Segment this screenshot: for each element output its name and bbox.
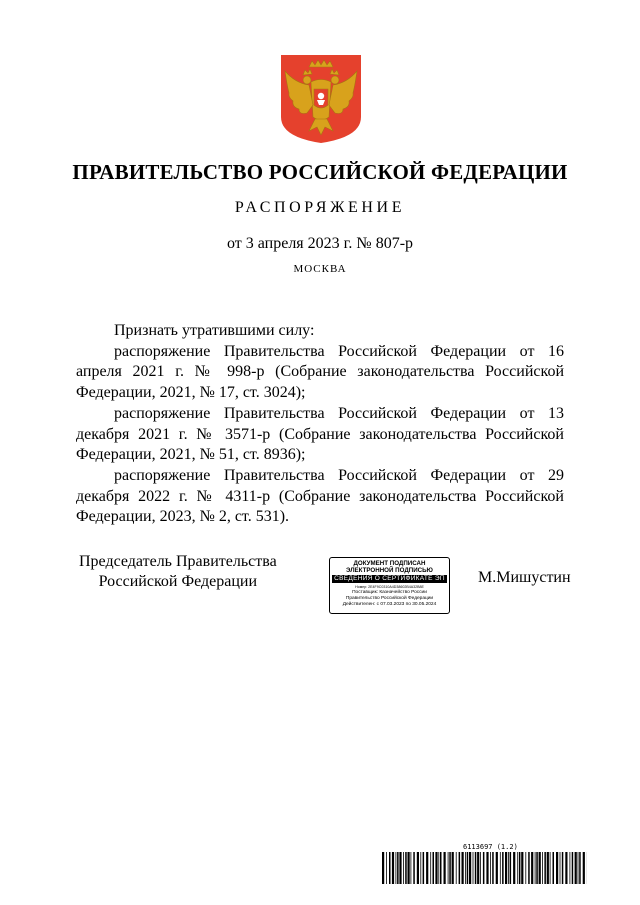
barcode-bar [408, 852, 410, 884]
barcode-bar [405, 852, 407, 884]
barcode-bar [396, 852, 397, 884]
barcode-bar [562, 852, 564, 884]
body-paragraph: распоряжение Правительства Российской Федерации от 13 декабря 2021 г. № 3571-р (Собрание законодательства Российской Федерации, 2021, № 51, ст. 8936); [76, 404, 564, 464]
barcode-bar [513, 852, 515, 884]
barcode-bar [440, 852, 442, 884]
barcode-bar [448, 852, 449, 884]
barcode-bar [483, 852, 485, 884]
barcode-bar [525, 852, 526, 884]
barcode-bar [553, 852, 555, 884]
barcode-bar [502, 852, 504, 884]
barcode-bar [480, 852, 481, 884]
barcode-bar [452, 852, 454, 884]
barcode-bar [544, 852, 546, 884]
barcode-bar [547, 852, 549, 884]
barcode-bar [572, 852, 574, 884]
barcode-bar [517, 852, 518, 884]
barcode-bar [411, 852, 412, 884]
stamp-title-line: ДОКУМЕНТ ПОДПИСАН [353, 560, 426, 567]
barcode-bar [420, 852, 421, 884]
barcode-bar [490, 852, 491, 884]
barcode-bar [535, 852, 536, 884]
barcode-bar [426, 852, 428, 884]
barcode-bar [392, 852, 394, 884]
barcode-bar [475, 852, 477, 884]
barcode-bar [389, 852, 391, 884]
barcode-bar [492, 852, 494, 884]
electronic-signature-stamp [329, 557, 450, 614]
barcode-bar [413, 852, 415, 884]
signer-name: М.Мишустин [478, 569, 571, 586]
barcode-bar [397, 852, 399, 884]
barcode-bar [496, 852, 498, 884]
barcode-bar [583, 852, 585, 884]
barcode-bar [531, 852, 533, 884]
barcode-bar [556, 852, 558, 884]
barcode-bar [477, 852, 479, 884]
barcode-bar [467, 852, 469, 884]
barcode-bar [536, 852, 538, 884]
stamp-serial: Номер: 2E4F9C0310A4D38602B4A32B8E [355, 585, 424, 589]
barcode [382, 852, 587, 884]
city: МОСКВА [293, 263, 347, 275]
body-paragraph: Признать утратившими силу: [114, 322, 315, 339]
coat-of-arms-emblem [279, 53, 363, 145]
barcode-bar [575, 852, 577, 884]
barcode-bar [435, 852, 437, 884]
barcode-bar [438, 852, 439, 884]
barcode-bar [444, 852, 446, 884]
barcode-bar [505, 852, 507, 884]
barcode-bar [459, 852, 461, 884]
barcode-bar [403, 852, 404, 884]
barcode-bar [456, 852, 457, 884]
barcode-bar [382, 852, 384, 884]
barcode-bar [565, 852, 567, 884]
barcode-bar [433, 852, 435, 884]
document-type: РАСПОРЯЖЕНИЕ [234, 199, 406, 216]
signer-position-line: Председатель Правительства [79, 553, 277, 570]
barcode-bar [510, 852, 512, 884]
barcode-bar [578, 852, 579, 884]
stamp-validity: Действителен: с 07.03.2023 по 30.05.2024 [342, 602, 437, 607]
stamp-owner: Правительство Российской Федерации [345, 596, 434, 601]
stamp-title [330, 560, 449, 574]
barcode-bar [508, 852, 509, 884]
barcode-bar [423, 852, 425, 884]
signer-position [79, 552, 277, 592]
document-code: 6113697 (1.2) [463, 843, 518, 851]
barcode-bar [486, 852, 488, 884]
barcode-bar [473, 852, 474, 884]
barcode-bar [465, 852, 466, 884]
barcode-bar [462, 852, 464, 884]
stamp-title-line: ЭЛЕКТРОННОЙ ПОДПИСЬЮ [346, 567, 433, 574]
barcode-bar [539, 852, 541, 884]
signer-position-line: Российской Федерации [98, 573, 258, 590]
barcode-bar [519, 852, 521, 884]
barcode-bar [500, 852, 501, 884]
barcode-bar [550, 852, 551, 884]
barcode-bar [430, 852, 431, 884]
barcode-bar [560, 852, 561, 884]
body-paragraph: распоряжение Правительства Российской Федерации от 16 апреля 2021 г. № 998-р (Собрание законодательства Российской Федерации, 2021, № 17, ст. 3024); [76, 342, 564, 402]
stamp-certificate-bar: СВЕДЕНИЯ О СЕРТИФИКАТЕ ЭП [332, 575, 447, 583]
barcode-bar [528, 852, 530, 884]
document-body [76, 321, 564, 528]
government-title: ПРАВИТЕЛЬСТВО РОССИЙСКОЙ ФЕДЕРАЦИИ [72, 160, 568, 184]
barcode-bar [386, 852, 387, 884]
document-date-number: от 3 апреля 2023 г. № 807-р [226, 235, 414, 252]
stamp-supplier: Поставщик: Казначейство России [352, 590, 427, 595]
barcode-bar [417, 852, 419, 884]
barcode-bar [542, 852, 543, 884]
barcode-bar [579, 852, 581, 884]
barcode-bar [449, 852, 451, 884]
barcode-bar [521, 852, 523, 884]
barcode-bar [570, 852, 571, 884]
barcode-bar [399, 852, 401, 884]
barcode-bar [469, 852, 471, 884]
body-paragraph: распоряжение Правительства Российской Федерации от 29 декабря 2022 г. № 4311-р (Собрание законодательства Российской Федерации, 2023, № 2, ст. 531). [76, 466, 564, 526]
